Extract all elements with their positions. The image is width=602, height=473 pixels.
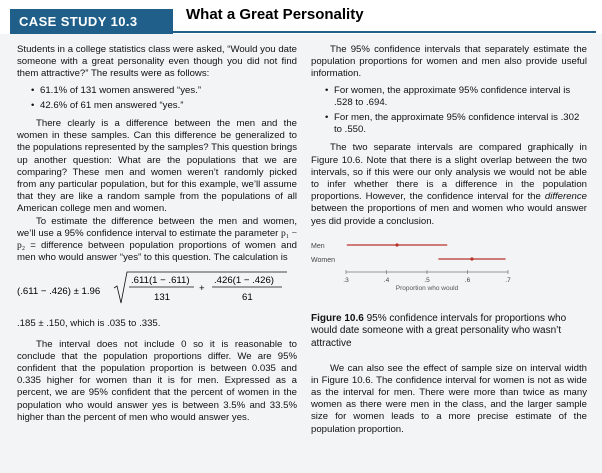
caption-text: 95% confidence intervals for proportions who would date someone with a great personality who wasn’t attractive (311, 312, 567, 350)
parameter-paragraph (17, 216, 297, 265)
formula-svg (17, 270, 297, 312)
case-study-body (0, 34, 602, 473)
case-study-header (0, 0, 602, 34)
case-study-label: CASE STUDY 10.3 (10, 9, 173, 34)
result-men: • 42.6% of 61 men answered “yes.” (31, 100, 297, 112)
formula-result: .185 ± .150, which is .035 to .335. (17, 318, 161, 330)
case-study-title: What a Great Personality (186, 6, 364, 23)
interval-point-men (395, 243, 398, 246)
comparison-emphasis: difference (544, 191, 587, 203)
intervals-list (311, 85, 587, 137)
formula-denominator-2: 61 (242, 292, 253, 304)
tick-label: .3 (343, 276, 349, 284)
tick-label: .6 (464, 276, 471, 284)
ci-formula (17, 270, 297, 312)
formula-lhs: (.611 − .426) ± 1.96 (17, 286, 101, 298)
tick-label: .7 (505, 276, 511, 284)
formula-numerator-1: .611(1 − .611) (131, 275, 190, 287)
comparison-text-a: The two separate intervals are compared graphically in Figure 10.6. Note that there is a slight overlap between the two intervals, so if this were our only analysis we would not be able to infer whether there is a difference in the population proportions. However, the confidence interval for the (311, 142, 587, 203)
right-column (311, 44, 587, 436)
parameter-definition: = difference between population proportions of women and men who would answer “yes” to this question. The calculation is (17, 240, 298, 264)
figure-caption (311, 313, 587, 351)
row-label-women: Women (311, 256, 335, 264)
intro-paragraph: Students in a college statistics class were asked, “Would you date someone with a great personality even though you did not find them attractive?” The results were as follows: (17, 44, 297, 80)
results-list (17, 85, 297, 112)
interval-men: • For men, the approximate 95% confidence interval is .302 to .550. (325, 112, 587, 136)
tick-label: .5 (424, 276, 430, 284)
result-women: • 61.1% of 131 women answered “yes.” (31, 85, 297, 97)
comparison-paragraph (311, 142, 587, 227)
left-column (17, 44, 297, 424)
comparison-text-b: between the proportions of men and women who would answer yes did provide a conclusion. (311, 203, 587, 227)
interval-women: • For women, the approximate 95% confidence interval is .528 to .694. (325, 85, 587, 109)
parameter-intro: To estimate the difference between the men and women, we’ll use a 95% confidence interval to estimate the parameter (17, 215, 297, 239)
conclusion-paragraph: The interval does not include 0 so it is reasonable to conclude that the population proportions differ. We are 95% confident that the population proportion is between 0.035 and 0.335 higher for women than it is for men. Expressed as a percent, we are 95% confident that the percent of women in the population who would answer yes is between 3.5% and 33.5% higher than the percent of men who would answer yes. (17, 338, 297, 423)
difference-paragraph: There clearly is a difference between the men and the women in these samples. Can this difference be generalized to the populations represented by the samples? This question brings up another question: What are the populations that we are comparing? These men and women weren’t randomly picked from any particular population, but for this example, we’ll assume that they are like a random sample from the populations of all American college men and women. (17, 118, 297, 215)
formula-denominator-1: 131 (154, 292, 171, 304)
formula-plus: + (199, 283, 205, 295)
sample-size-paragraph: We can also see the effect of sample size on interval width in Figure 10.6. The confidence interval for women is not as wide as the interval for men. There were more than twice as many women as there were men in the class, and the larger sample size for women leads to a more precise estimate of the population proportion. (311, 362, 587, 435)
parameter-symbol: p₁ − p₂ (17, 227, 297, 252)
formula-numerator-2: .426(1 − .426) (214, 275, 275, 287)
x-axis-label: Proportion who would (395, 284, 459, 292)
figure-10-6 (311, 234, 587, 309)
header-rule (10, 31, 596, 33)
tick-label: .4 (383, 276, 390, 284)
caption-number: Figure 10.6 (311, 312, 364, 324)
row-label-men: Men (311, 242, 325, 250)
interval-point-women (470, 257, 473, 260)
separate-intervals-paragraph: The 95% confidence intervals that separately estimate the population proportions for women and men also provide useful information. (311, 44, 587, 80)
ci-chart (311, 234, 587, 309)
